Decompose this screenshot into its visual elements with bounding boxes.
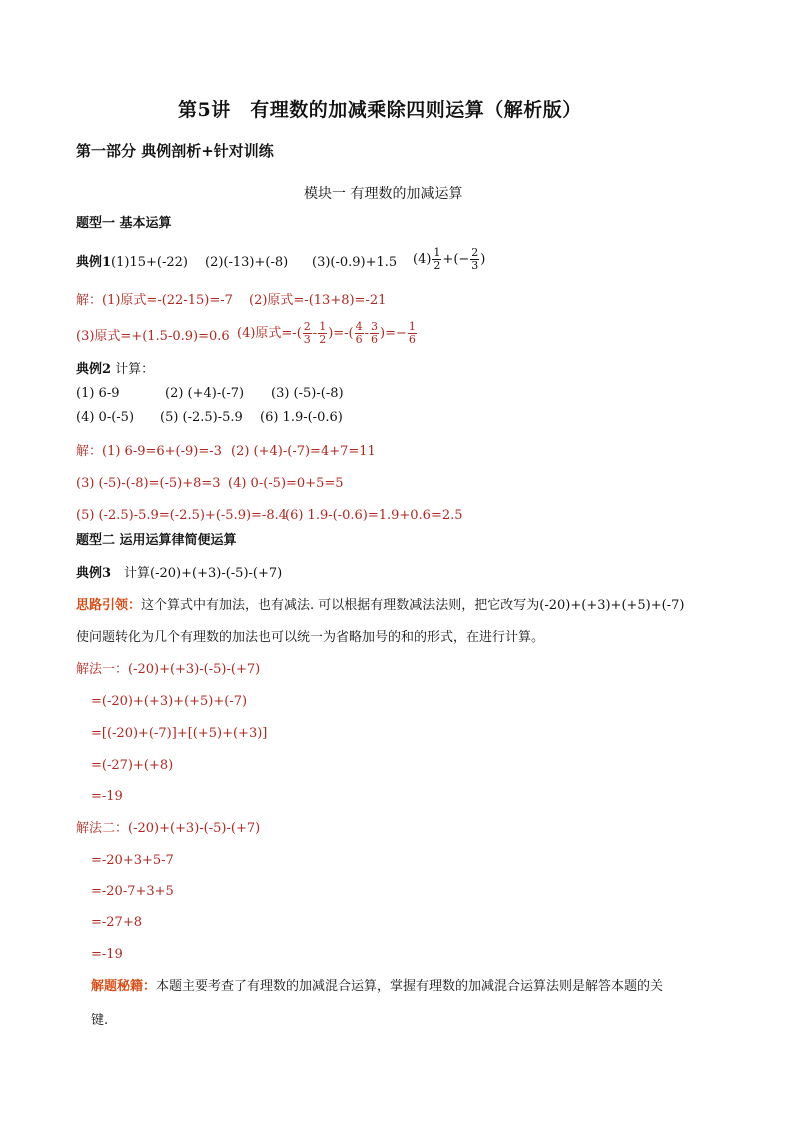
example1-item4: (4) $\frac{1}{2}$ +(− $\frac{2}{3}$ )	[413, 246, 486, 272]
type1-heading: 题型一 基本运算	[76, 216, 172, 231]
method2-step3: =-27+8	[91, 915, 142, 930]
module-heading: 模块一 有理数的加减运算	[304, 186, 463, 202]
solution2-part1: 解：(1) 6-9=6+(-9)=-3	[76, 444, 222, 459]
example2-item4: (4) 0-(-5)	[76, 410, 135, 425]
example2-item6: (6) 1.9-(-0.6)	[260, 410, 343, 425]
method2-step2: =-20-7+3+5	[91, 884, 174, 899]
example1-item1: (1)15+(-22)	[111, 255, 188, 270]
example2-heading: 典例2 计算：	[76, 362, 155, 377]
hint-line1: 思路引领：这个算式中有加法，也有减法. 可以根据有理数减法法则，把它改写为(-20)+(+3)+(+5)+(-7)	[76, 598, 685, 613]
example2-label: 典例2	[76, 362, 112, 377]
example2-item5: (5) (-2.5)-5.9	[160, 410, 243, 425]
method2-step4: =-19	[91, 947, 123, 962]
method1-step2: =[(-20)+(-7)]+[(+5)+(+3)]	[91, 726, 268, 741]
example2-item1: (1) 6-9	[76, 386, 120, 401]
method2-label: 解法二：(-20)+(+3)-(-5)-(+7)	[76, 821, 261, 836]
example1-label: 典例1	[76, 255, 112, 270]
example2-item2: (2) (+4)-(-7)	[165, 386, 245, 401]
solution2-part2: (2) (+4)-(-7)=4+7=11	[231, 444, 376, 459]
example1-item3: (3)(-0.9)+1.5	[312, 255, 398, 270]
solution2-part3: (3) (-5)-(-8)=(-5)+8=3	[76, 476, 221, 491]
solution2-part5: (5) (-2.5)-5.9=(-2.5)+(-5.9)=-8.4	[76, 508, 287, 523]
part-heading: 第一部分 典例剖析+针对训练	[76, 142, 274, 160]
solution1-part4: (4)原式=-( $\frac{2}{3}$ - $\frac{1}{2}$ )=-( $\frac{4}{6}$ - $\frac{3}{6}$ )=− $\frac{1}{6}$	[237, 320, 416, 346]
example3-label: 典例3	[76, 566, 112, 581]
method1-label: 解法一：(-20)+(+3)-(-5)-(+7)	[76, 662, 261, 677]
hint-label: 思路引领：	[76, 598, 142, 613]
secret-line2: 键.	[91, 1013, 109, 1028]
method1-step1: =(-20)+(+3)+(+5)+(-7)	[91, 694, 248, 709]
solution2-part4: (4) 0-(-5)=0+5=5	[228, 476, 344, 491]
example1-row	[76, 254, 188, 272]
method2-step1: =-20+3+5-7	[91, 853, 174, 868]
fraction-two-thirds: $\frac{2}{3}$	[471, 246, 479, 272]
page-title: 第5讲 有理数的加减乘除四则运算（解析版）	[178, 99, 582, 121]
hint-line2: 使问题转化为几个有理数的加法也可以统一为省略加号的和的形式，在进行计算。	[76, 630, 545, 645]
secret-line1: 解题秘籍：本题主要考查了有理数的加减混合运算，掌握有理数的加减混合运算法则是解答本题的关	[91, 979, 664, 994]
secret-label: 解题秘籍：	[91, 979, 157, 994]
solution1-part2: (2)原式=-(13+8)=-21	[249, 293, 387, 308]
method1-step3: =(-27)+(+8)	[91, 758, 174, 773]
example2-item3: (3) (-5)-(-8)	[271, 386, 344, 401]
method1-step4: =-19	[91, 789, 123, 804]
example1-item2: (2)(-13)+(-8)	[205, 255, 289, 270]
type2-heading: 题型二 运用运算律简便运算	[76, 533, 237, 548]
example3-row: 典例3 计算(-20)+(+3)-(-5)-(+7)	[76, 566, 283, 581]
solution1-line1: 解：(1)原式=-(22-15)=-7	[76, 293, 233, 308]
solution2-part6: (6) 1.9-(-0.6)=1.9+0.6=2.5	[285, 508, 463, 523]
fraction-one-half: $\frac{1}{2}$	[433, 246, 441, 272]
solution1-part3: (3)原式=+(1.5-0.9)=0.6	[76, 329, 230, 344]
